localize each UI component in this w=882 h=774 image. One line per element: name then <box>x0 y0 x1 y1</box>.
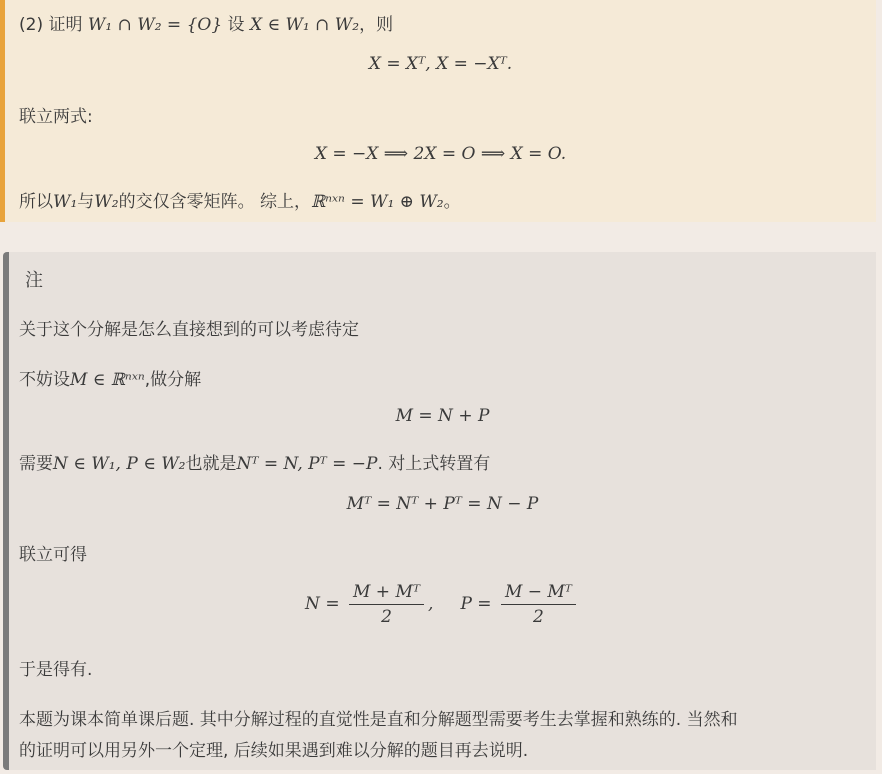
p3-text-b: 也就是 <box>185 454 237 474</box>
conclusion-text-a: 所以 <box>19 192 53 212</box>
fraction-p-numerator: M − Mᵀ <box>501 582 576 605</box>
note-paragraph-4: 联立可得 <box>19 545 87 565</box>
p2-text-a: 不妨设 <box>19 370 70 390</box>
p3-math-1: N ∈ W₁, P ∈ W₂ <box>53 454 186 474</box>
note-paragraph-5: 于是得有. <box>19 660 93 680</box>
proof-intro-line <box>19 10 393 35</box>
fraction-p <box>501 582 576 627</box>
proof-prefix: (2) 证明 <box>19 15 88 35</box>
note-title: 注 <box>25 270 43 291</box>
equation-split: M = N + P <box>395 406 490 426</box>
equation-symmetric: X = Xᵀ, X = −Xᵀ. <box>368 54 513 74</box>
fraction-n <box>349 582 424 627</box>
p3-text-c: . 对上式转置有 <box>377 454 491 474</box>
conclusion-line <box>19 187 461 212</box>
conclusion-text-c: 的交仅含零矩阵。 综上， <box>118 192 311 212</box>
conclusion-w2: W₂ <box>94 192 119 212</box>
conclusion-w1: W₁ <box>53 192 78 212</box>
p3-math-2: Nᵀ = N, Pᵀ = −P <box>236 454 378 474</box>
note-paragraph-2 <box>19 365 201 390</box>
note-paragraph-6-line-1: 本题为课本简单课后题. 其中分解过程的直觉性是直和分解题型需要考生去掌握和熟练的. 当然和 <box>19 710 738 730</box>
equation-zero: X = −X ⟹ 2X = O ⟹ X = O. <box>314 144 567 164</box>
let-math: X ∈ W₁ ∩ W₂ <box>249 15 360 35</box>
fraction-p-denominator: 2 <box>533 607 544 627</box>
p2-math: M ∈ ℝⁿˣⁿ <box>70 370 145 390</box>
frac-p-lhs: P = <box>460 594 492 614</box>
let-word: 设 <box>222 15 250 35</box>
proof-callout <box>0 0 876 222</box>
note-paragraph-1: 关于这个分解是怎么直接想到的可以考虑待定 <box>19 320 359 340</box>
fraction-n-numerator: M + Mᵀ <box>349 582 424 605</box>
combine-label: 联立两式: <box>19 107 93 127</box>
p3-text-a: 需要 <box>19 454 53 474</box>
note-paragraph-6-line-2: 的证明可以用另外一个定理, 后续如果遇到难以分解的题目再去说明. <box>19 741 529 761</box>
equation-transpose: Mᵀ = Nᵀ + Pᵀ = N − P <box>346 494 539 514</box>
then-word: ，则 <box>359 15 394 35</box>
note-paragraph-3 <box>19 449 490 474</box>
equation-fractions: N = $\frac{\text{M + Mᵀ}}{2}$ , P = $\frac{\text{M − Mᵀ}}{2}$ <box>9 582 876 627</box>
conclusion-end: 。 <box>443 192 461 212</box>
frac-n-lhs: N = <box>305 594 340 614</box>
p2-text-b: ,做分解 <box>144 370 202 390</box>
note-callout <box>3 252 876 770</box>
claim-math: W₁ ∩ W₂ = {O} <box>87 15 223 35</box>
conclusion-text-b: 与 <box>77 192 95 212</box>
direct-sum-math: ℝⁿˣⁿ = W₁ ⊕ W₂ <box>311 192 444 212</box>
fraction-n-denominator: 2 <box>381 607 392 627</box>
